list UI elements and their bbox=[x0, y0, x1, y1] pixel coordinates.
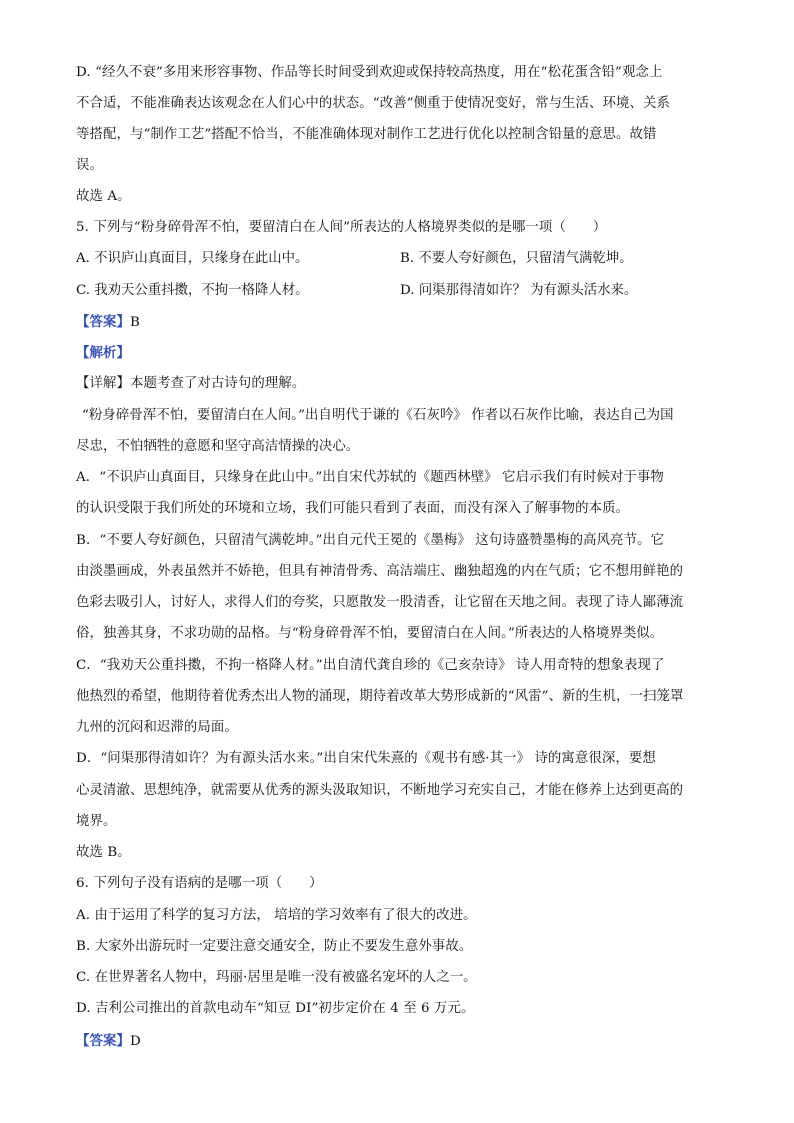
q5-option-c: C. 我劝天公重抖擞，不拘一格降人材。 bbox=[76, 283, 309, 298]
answer-tag: 【答案】 bbox=[76, 314, 130, 330]
text-line: 由淡墨画成，外表虽然并不娇艳，但具有神清骨秀、高洁端庄、幽独超逸的内在气质；它不想用鲜艳的 bbox=[76, 564, 684, 579]
q5-option-a: A. 不识庐山真面目，只缘身在此山中。 bbox=[76, 251, 309, 266]
question-6: 6. 下列句子没有语病的是哪一项（ ） bbox=[76, 876, 323, 891]
analysis-tag: 【解析】 bbox=[76, 345, 130, 361]
text-line: 故选 B。 bbox=[76, 845, 131, 860]
text-line: 尽忠，不怕牺牲的意愿和坚守高洁情操的决心。 bbox=[76, 439, 360, 454]
text-line: 心灵清澈、思想纯净，就需要从优秀的源头汲取知识，不断地学习充实自己，才能在修养上达到更高的 bbox=[76, 783, 684, 798]
text-line: 色彩去吸引人，讨好人，求得人们的夸奖，只愿散发一股清香，让它留在天地之间。表现了诗人鄙薄流 bbox=[76, 595, 684, 610]
answer-6: D bbox=[129, 1034, 141, 1049]
detail-tag: 【详解】 bbox=[76, 376, 130, 391]
text-line: 误。 bbox=[76, 158, 103, 173]
text-line: 九州的沉闷和迟滞的局面。 bbox=[76, 720, 238, 735]
text-line: 不合适，不能准确表达该观念在人们心中的状态。“改善”侧重于使情况变好，常与生活、环境、关系 bbox=[76, 96, 670, 111]
text-line: 境界。 bbox=[76, 814, 117, 829]
text-line: 故选 A。 bbox=[76, 189, 131, 204]
answer-5-line bbox=[76, 312, 716, 333]
answer-tag: 【答案】 bbox=[76, 1033, 130, 1049]
text-line: D. “经久不衰”多用来形容事物、作品等长时间受到欢迎或保持较高热度，用在“松花蛋含铅”观念上 bbox=[76, 65, 663, 80]
q6-option-d: D. 吉利公司推出的首款电动车“知豆 DI”初步定价在 4 至 6 万元。 bbox=[76, 1001, 475, 1016]
text-line: A．“不识庐山真面目，只缘身在此山中。”出自宋代苏轼的《题西林壁》 它启示我们有时候对于事物 bbox=[76, 470, 664, 485]
text-line: C．“我劝天公重抖擞，不拘一格降人材。”出自清代龚自珍的《己亥杂诗》 诗人用奇特的想象表现了 bbox=[76, 658, 665, 673]
q6-option-c: C. 在世界著名人物中，玛丽·居里是唯一没有被盛名宠坏的人之一。 bbox=[76, 970, 477, 985]
answer-6-line bbox=[76, 1031, 716, 1052]
analysis-tag-line bbox=[76, 343, 716, 364]
detail-5-line bbox=[76, 374, 716, 394]
q5-option-d: D. 问渠那得清如许？ 为有源头活水来。 bbox=[400, 283, 638, 298]
text-line: D．“问渠那得清如许？为有源头活水来。”出自宋代朱熹的《观书有感·其一》 诗的寓意很深，要想 bbox=[76, 751, 656, 766]
answer-5: B bbox=[129, 315, 140, 330]
text-line: “粉身碎骨浑不怕，要留清白在人间。”出自明代于谦的《石灰吟》 作者以石灰作比喻，表达自己为国 bbox=[82, 408, 674, 423]
text-line: 的认识受限于我们所处的环境和立场，我们可能只看到了表面，而没有深入了解事物的本质。 bbox=[76, 501, 630, 516]
q6-option-b: B. 大家外出游玩时一定要注意交通安全，防止不要发生意外事故。 bbox=[76, 939, 473, 954]
q6-option-a: A. 由于运用了科学的复习方法， 培培的学习效率有了很大的改进。 bbox=[76, 908, 477, 923]
q5-option-b: B. 不要人夸好颜色，只留清气满乾坤。 bbox=[400, 251, 633, 266]
text-line: 等搭配，与“制作工艺”搭配不恰当，不能准确体现对制作工艺进行优化以控制含铅量的意思。故错 bbox=[76, 127, 657, 142]
text-line: B．“不要人夸好颜色，只留清气满乾坤。”出自元代王冕的《墨梅》 这句诗盛赞墨梅的高风亮节。它 bbox=[76, 533, 665, 548]
text-line: 他热烈的希望，他期待着优秀杰出人物的涌现，期待着改革大势形成新的“风雷”、新的生机，一扫笼罩 bbox=[76, 689, 684, 704]
detail-5-text: 本题考查了对古诗句的理解。 bbox=[129, 376, 306, 391]
text-line: 俗，独善其身，不求功勋的品格。与“粉身碎骨浑不怕，要留清白在人间。”所表达的人格境界类似。 bbox=[76, 626, 664, 641]
question-5: 5. 下列与“粉身碎骨浑不怕，要留清白在人间”所表达的人格境界类似的是哪一项（ ） bbox=[76, 220, 607, 235]
